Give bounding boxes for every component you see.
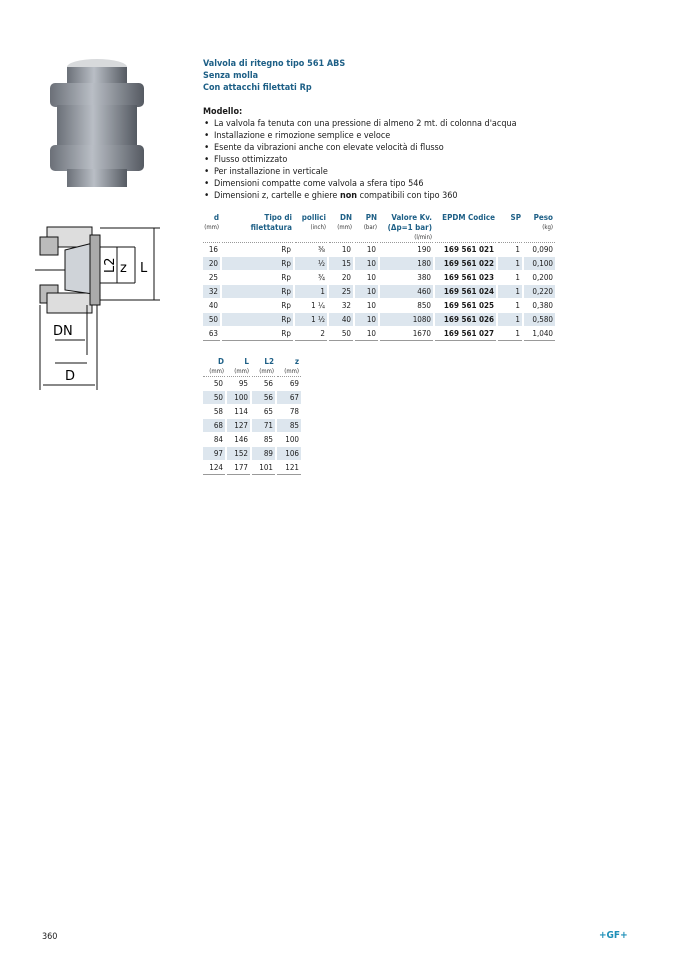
header-unit: (l/min): [414, 234, 432, 241]
table-cell: 85: [276, 419, 301, 433]
table-cell: 16: [203, 243, 221, 257]
table-cell: 152: [226, 447, 251, 461]
table-cell: 84: [203, 433, 226, 447]
column-header: [294, 213, 328, 243]
header-label: PN: [365, 213, 377, 222]
table-cell: 50: [203, 391, 226, 405]
table-cell: ¾: [294, 271, 328, 285]
table-cell: 40: [203, 299, 221, 313]
table-row: [203, 327, 555, 341]
table-cell: ⅜: [294, 243, 328, 257]
header-label: L2: [264, 357, 274, 366]
table-cell: 10: [354, 285, 379, 299]
table-cell: 1 ¼: [294, 299, 328, 313]
header-unit: (mm): [259, 368, 274, 375]
table-cell: 169 561 023: [434, 271, 497, 285]
table-row: [203, 447, 301, 461]
feature-item: [203, 190, 517, 202]
model-heading: Modello:: [203, 107, 243, 117]
table-cell: 0,100: [523, 257, 555, 271]
table-cell: 10: [354, 327, 379, 341]
table-cell: 114: [226, 405, 251, 419]
table-cell: 100: [276, 433, 301, 447]
table-cell: 190: [379, 243, 434, 257]
table-row: [203, 299, 555, 313]
table-cell: 63: [203, 327, 221, 341]
header-label: z: [294, 357, 299, 366]
table-cell: 460: [379, 285, 434, 299]
table-cell: 32: [203, 285, 221, 299]
gf-logo: +GF+: [599, 930, 628, 941]
table-cell: 95: [226, 377, 251, 391]
header-label: EPDM Codice: [442, 213, 495, 222]
feature-item: • Flusso ottimizzato: [203, 154, 517, 166]
table-cell: 169 561 026: [434, 313, 497, 327]
header-unit: (mm): [337, 224, 352, 231]
table-cell: 10: [354, 271, 379, 285]
product-table: [203, 213, 555, 341]
table-cell: 0,580: [523, 313, 555, 327]
feature-item: • Installazione e rimozione semplice e veloce: [203, 130, 517, 142]
feature-item: • Per installazione in verticale: [203, 166, 517, 178]
table-cell: 101: [251, 461, 276, 475]
table-row: [203, 257, 555, 271]
table-row: [203, 285, 555, 299]
table-cell: 1: [497, 243, 523, 257]
table-cell: 177: [226, 461, 251, 475]
header-unit: (mm): [209, 368, 224, 375]
table-cell: 146: [226, 433, 251, 447]
table-cell: 1080: [379, 313, 434, 327]
label-z: z: [120, 261, 127, 276]
header-unit: (mm): [234, 368, 249, 375]
table-row: [203, 433, 301, 447]
label-l2: L2: [103, 257, 118, 273]
page-number: 360: [42, 932, 58, 942]
column-header: [354, 213, 379, 243]
column-header: [523, 213, 555, 243]
label-d: D: [65, 369, 76, 384]
header-unit: (inch): [310, 224, 326, 231]
table-cell: 32: [328, 299, 354, 313]
table-row: [203, 391, 301, 405]
table-cell: 0,380: [523, 299, 555, 313]
header-label: L: [244, 357, 249, 366]
table-row: [203, 461, 301, 475]
table-cell: ½: [294, 257, 328, 271]
table-cell: 97: [203, 447, 226, 461]
table-cell: 2: [294, 327, 328, 341]
header-label: Valore Kv. (Δp=1 bar): [387, 213, 432, 232]
column-header: [251, 357, 276, 377]
header-label: DN: [340, 213, 352, 222]
table-cell: Rp: [221, 313, 294, 327]
table-cell: 69: [276, 377, 301, 391]
column-header: [203, 213, 221, 243]
header-label: D: [218, 357, 224, 366]
column-header: [328, 213, 354, 243]
table-cell: 56: [251, 377, 276, 391]
table-cell: 121: [276, 461, 301, 475]
column-header: [379, 213, 434, 243]
table-cell: 124: [203, 461, 226, 475]
table-cell: 1: [497, 313, 523, 327]
table-cell: 1: [497, 299, 523, 313]
column-header: [497, 213, 523, 243]
feature-item: • Esente da vibrazioni anche con elevate velocità di flusso: [203, 142, 517, 154]
label-dn: DN: [53, 324, 73, 339]
table-cell: 20: [328, 271, 354, 285]
table-cell: 65: [251, 405, 276, 419]
header-unit: (mm): [204, 224, 219, 231]
table-cell: 58: [203, 405, 226, 419]
table-cell: 169 561 022: [434, 257, 497, 271]
column-header: [276, 357, 301, 377]
table-cell: 1: [294, 285, 328, 299]
table-cell: 380: [379, 271, 434, 285]
table-cell: 50: [203, 377, 226, 391]
table-cell: 15: [328, 257, 354, 271]
table-cell: 71: [251, 419, 276, 433]
table-cell: 1 ½: [294, 313, 328, 327]
table-cell: 169 561 025: [434, 299, 497, 313]
table-row: [203, 405, 301, 419]
table-cell: Rp: [221, 257, 294, 271]
header-unit: (kg): [542, 224, 553, 231]
table-cell: 67: [276, 391, 301, 405]
title-line: Senza molla: [203, 71, 259, 81]
table-cell: 169 561 021: [434, 243, 497, 257]
table-cell: 180: [379, 257, 434, 271]
text-bold: non: [339, 191, 358, 201]
header-label: pollici: [301, 213, 326, 222]
header-unit: (bar): [363, 224, 377, 231]
feature-item: • Dimensioni compatte come valvola a sfera tipo 546: [203, 178, 517, 190]
table-cell: 1,040: [523, 327, 555, 341]
header-unit: (mm): [284, 368, 299, 375]
table-cell: Rp: [221, 327, 294, 341]
title-line: Con attacchi filettati Rp: [203, 83, 312, 93]
table-cell: 1: [497, 271, 523, 285]
table-cell: 1: [497, 257, 523, 271]
table-cell: 106: [276, 447, 301, 461]
table-row: [203, 243, 555, 257]
table-cell: 1670: [379, 327, 434, 341]
valve-photo: [45, 55, 155, 195]
label-l: L: [140, 261, 148, 276]
table-row: [203, 419, 301, 433]
table-cell: 40: [328, 313, 354, 327]
table-cell: 25: [203, 271, 221, 285]
table-cell: 10: [354, 243, 379, 257]
table-cell: Rp: [221, 299, 294, 313]
text: Dimensioni z, cartelle e ghiere: [214, 191, 340, 201]
table-cell: 169 561 024: [434, 285, 497, 299]
table-cell: 50: [203, 313, 221, 327]
header-label: Tipo di filettatura: [250, 213, 292, 232]
table-cell: 850: [379, 299, 434, 313]
table-cell: Rp: [221, 271, 294, 285]
table-cell: 68: [203, 419, 226, 433]
table-cell: Rp: [221, 243, 294, 257]
table-cell: 10: [354, 257, 379, 271]
table-cell: 85: [251, 433, 276, 447]
feature-item: • La valvola fa tenuta con una pressione di almeno 2 mt. di colonna d'acqua: [203, 118, 517, 130]
product-title: [203, 58, 345, 94]
header-label: Peso: [533, 213, 553, 222]
model-features: [203, 106, 517, 202]
table-cell: 10: [328, 243, 354, 257]
table-cell: 169 561 027: [434, 327, 497, 341]
table-cell: 20: [203, 257, 221, 271]
column-header: [221, 213, 294, 243]
table-cell: 127: [226, 419, 251, 433]
title-line: Valvola di ritegno tipo 561 ABS: [203, 59, 346, 69]
table-row: [203, 377, 301, 391]
table-cell: 1: [497, 285, 523, 299]
table-row: [203, 313, 555, 327]
header-label: SP: [510, 213, 521, 222]
header-label: d: [213, 213, 219, 222]
table-cell: 78: [276, 405, 301, 419]
table-cell: 56: [251, 391, 276, 405]
dimension-table: [203, 357, 301, 475]
column-header: [434, 213, 497, 243]
table-cell: 0,090: [523, 243, 555, 257]
table-cell: 10: [354, 299, 379, 313]
text: compatibili con tipo 360: [357, 191, 458, 201]
table-cell: 0,220: [523, 285, 555, 299]
table-cell: 100: [226, 391, 251, 405]
column-header: [203, 357, 226, 377]
table-cell: Rp: [221, 285, 294, 299]
dimension-drawing: [35, 215, 165, 395]
table-cell: 0,200: [523, 271, 555, 285]
table-row: [203, 271, 555, 285]
column-header: [226, 357, 251, 377]
table-cell: 89: [251, 447, 276, 461]
table-cell: 50: [328, 327, 354, 341]
table-cell: 10: [354, 313, 379, 327]
table-cell: 25: [328, 285, 354, 299]
table-cell: 1: [497, 327, 523, 341]
